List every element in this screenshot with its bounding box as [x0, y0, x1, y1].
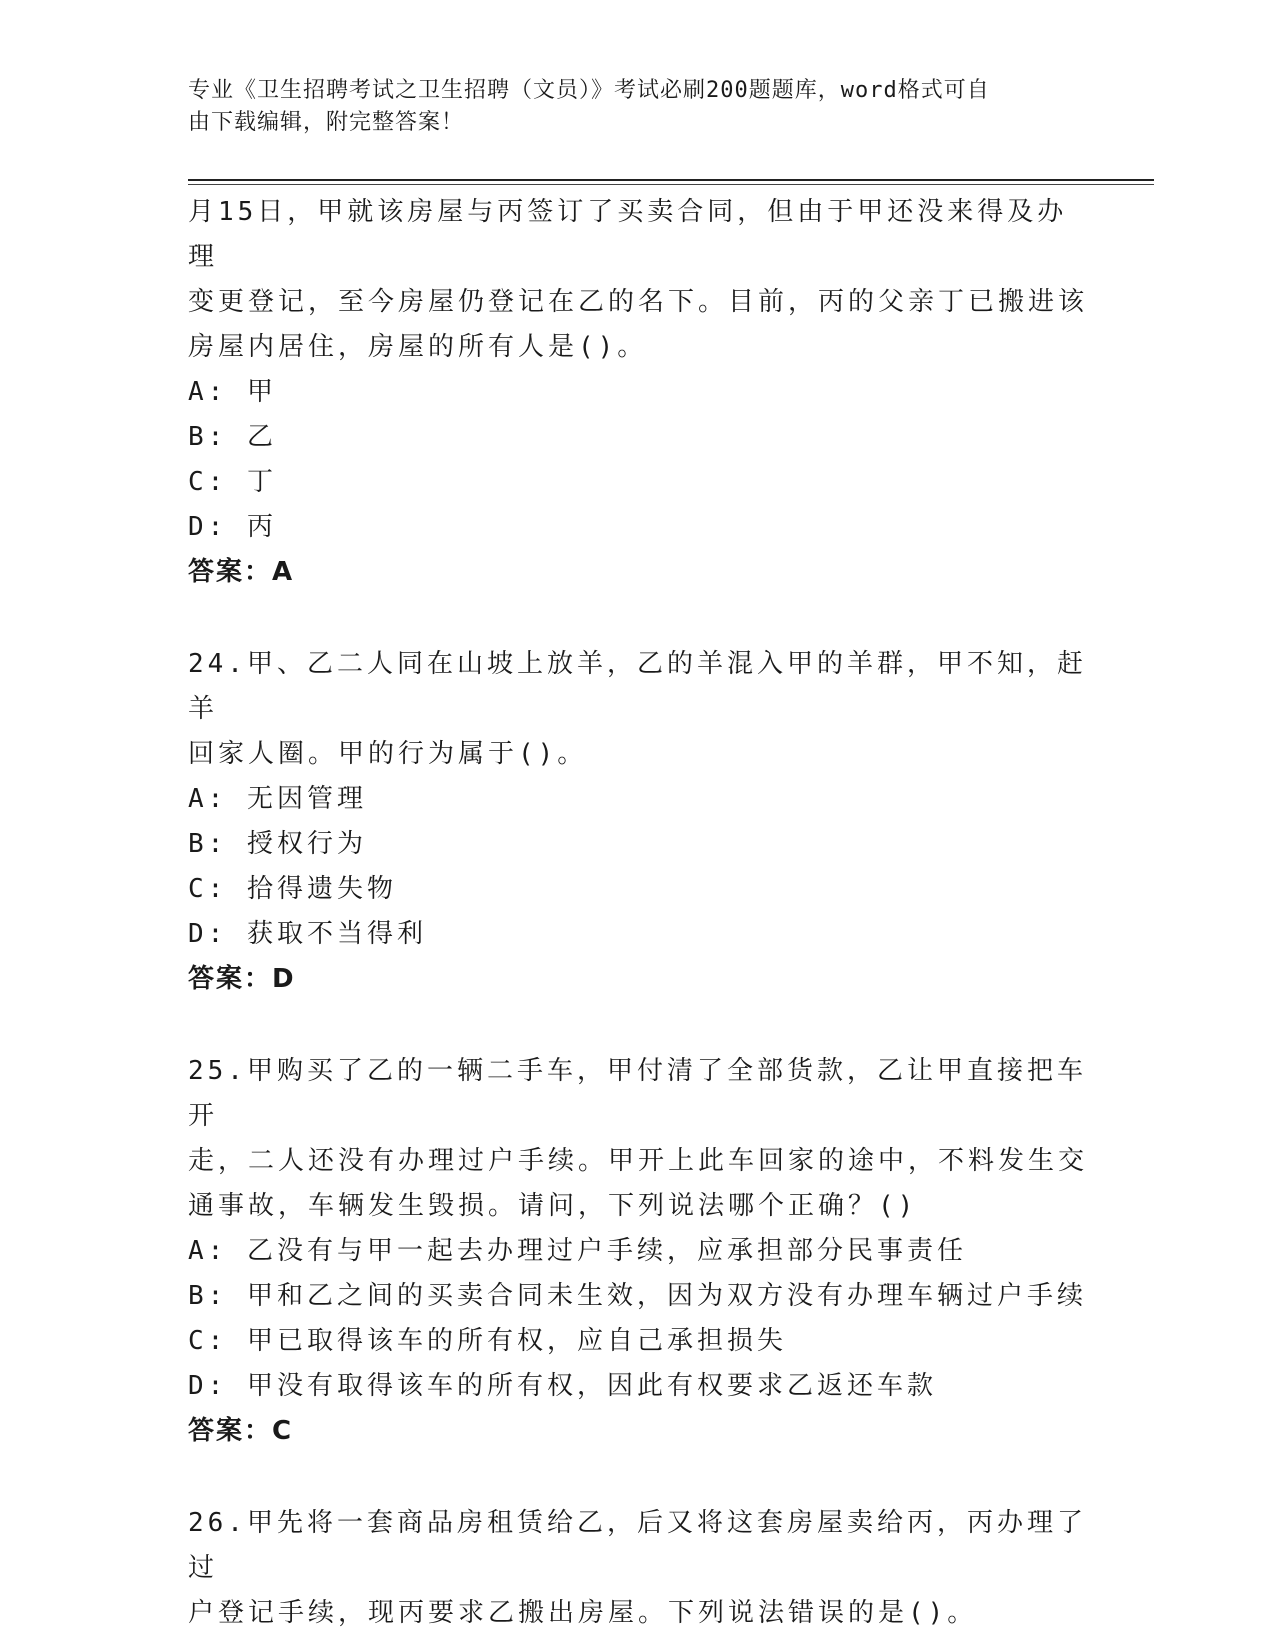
- question-25-option-d: D: 甲没有取得该车的所有权，因此有权要求乙返还车款: [188, 1371, 937, 1401]
- question-23: [188, 190, 1088, 595]
- spacer: [188, 1454, 1088, 1501]
- question-25-answer: 答案：C: [188, 1416, 294, 1446]
- question-24-line-1: 24.甲、乙二人同在山坡上放羊，乙的羊混入甲的羊群，甲不知，赶羊: [188, 649, 1087, 724]
- question-23-line-1: 月15日，甲就该房屋与丙签订了买卖合同，但由于甲还没来得及办理: [188, 197, 1068, 272]
- question-24-option-a: A: 无因管理: [188, 784, 367, 814]
- question-23-answer: 答案：A: [188, 557, 295, 587]
- question-25-option-a: A: 乙没有与甲一起去办理过户手续，应承担部分民事责任: [188, 1236, 967, 1266]
- question-24-answer: 答案：D: [188, 964, 296, 994]
- question-25-option-c: C: 甲已取得该车的所有权，应自己承担损失: [188, 1326, 787, 1356]
- question-23-option-a: A: 甲: [188, 377, 277, 407]
- question-25: [188, 1049, 1088, 1454]
- document-header: [188, 75, 1068, 139]
- question-24-option-c: C: 拾得遗失物: [188, 874, 397, 904]
- question-23-line-3: 房屋内居住，房屋的所有人是()。: [188, 332, 648, 362]
- header-line-1: 专业《卫生招聘考试之卫生招聘（文员）》考试必刷200题题库，word格式可自: [188, 78, 990, 103]
- question-24-option-b: B: 授权行为: [188, 829, 367, 859]
- question-23-option-d: D: 丙: [188, 512, 277, 542]
- spacer: [188, 1002, 1088, 1049]
- question-24-option-d: D: 获取不当得利: [188, 919, 427, 949]
- header-line-2: 由下载编辑，附完整答案！: [188, 110, 465, 135]
- question-26: [188, 1501, 1088, 1636]
- question-23-option-c: C: 丁: [188, 467, 277, 497]
- question-25-line-3: 通事故，车辆发生毁损。请问，下列说法哪个正确？(): [188, 1191, 918, 1221]
- question-content: [188, 190, 1088, 1636]
- question-25-line-1: 25.甲购买了乙的一辆二手车，甲付清了全部货款，乙让甲直接把车开: [188, 1056, 1087, 1131]
- question-26-line-2: 户登记手续，现丙要求乙搬出房屋。下列说法错误的是()。: [188, 1598, 978, 1628]
- spacer: [188, 595, 1088, 642]
- question-24-line-2: 回家人圈。甲的行为属于()。: [188, 739, 588, 769]
- question-26-line-1: 26.甲先将一套商品房租赁给乙，后又将这套房屋卖给丙，丙办理了过: [188, 1508, 1087, 1583]
- question-23-line-2: 变更登记，至今房屋仍登记在乙的名下。目前，丙的父亲丁已搬进该: [188, 287, 1089, 317]
- header-divider-thick: [188, 179, 1154, 181]
- header-divider-thin: [188, 184, 1154, 185]
- question-25-line-2: 走，二人还没有办理过户手续。甲开上此车回家的途中，不料发生交: [188, 1146, 1089, 1176]
- question-23-option-b: B: 乙: [188, 422, 277, 452]
- question-25-option-b: B: 甲和乙之间的买卖合同未生效，因为双方没有办理车辆过户手续: [188, 1281, 1087, 1311]
- question-24: [188, 642, 1088, 1002]
